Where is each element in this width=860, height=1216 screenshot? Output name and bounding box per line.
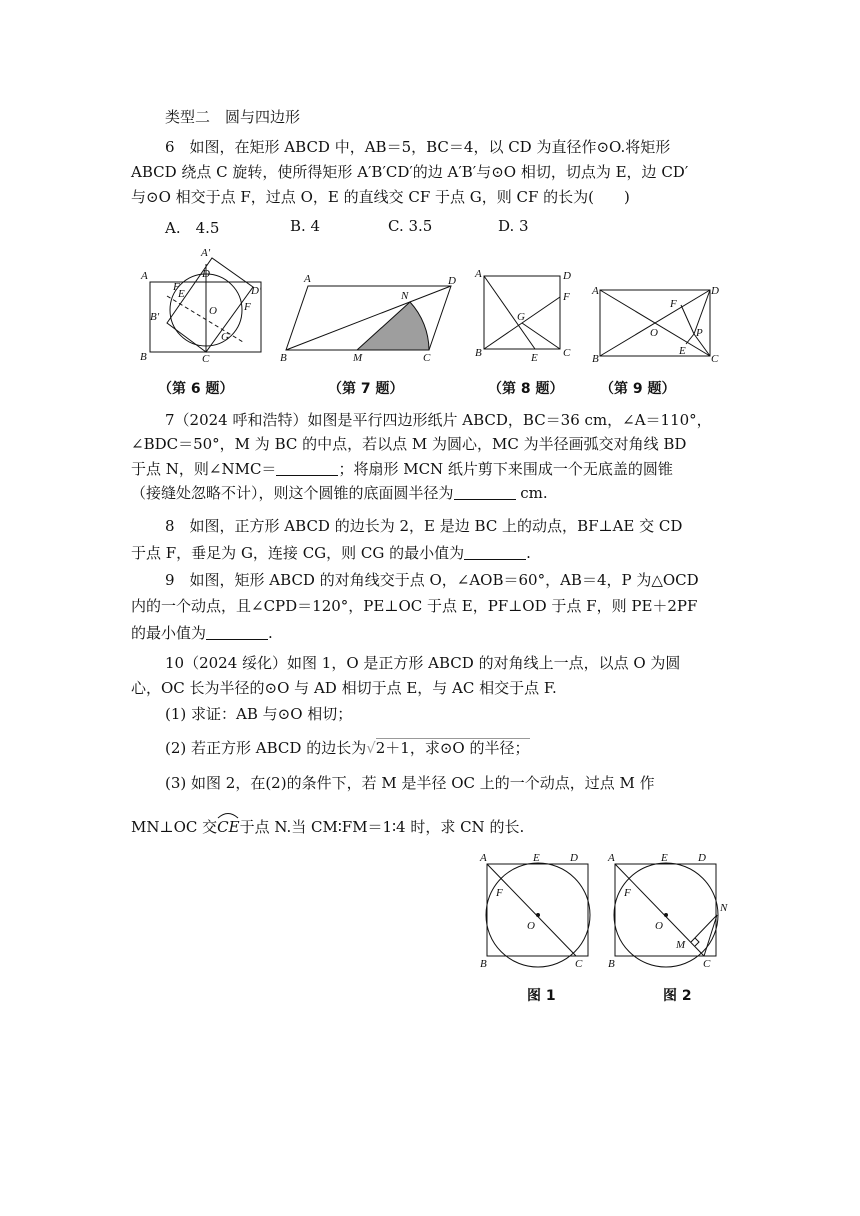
figure-10-2-diagram bbox=[606, 850, 736, 975]
q9-line-1: 9 如图，矩形 ABCD 的对角线交于点 O，∠AOB＝60°，AB＝4，P 为△OCD bbox=[165, 571, 699, 589]
fig8-label: C bbox=[563, 347, 571, 359]
fig10b-label: O bbox=[655, 920, 663, 932]
fig10b-label: D bbox=[698, 852, 706, 864]
q6-option-d: D. 3 bbox=[498, 217, 529, 235]
fig10b-label: F bbox=[624, 887, 631, 899]
fig6-label: A bbox=[141, 270, 148, 282]
q7-line-3 bbox=[131, 458, 673, 480]
fig9-label: C bbox=[711, 353, 719, 365]
fig6-label: D bbox=[202, 268, 210, 280]
fig10a-label: E bbox=[533, 852, 540, 864]
figure-7-diagram bbox=[278, 270, 468, 370]
fig6-label: F bbox=[244, 301, 251, 313]
fig10b-label: C bbox=[703, 958, 711, 970]
fig9-label: F bbox=[670, 298, 677, 310]
answer-blank bbox=[276, 461, 338, 476]
fig10b-label: N bbox=[720, 902, 728, 914]
figure-9-diagram bbox=[588, 278, 728, 368]
figure-10-caption-1: 图 1 bbox=[527, 988, 556, 1004]
q9-text: . bbox=[268, 624, 273, 642]
fig7-label: A bbox=[304, 273, 311, 285]
fig8-label: A bbox=[475, 268, 482, 280]
q9-line-2: 内的一个动点，且∠CPD＝120°，PE⊥OC 于点 E，PF⊥OD 于点 F，则 PE＋2PF bbox=[131, 597, 698, 615]
q10-part-2 bbox=[165, 737, 530, 759]
q6-line-1: 6 如图，在矩形 ABCD 中，AB＝5，BC＝4，以 CD 为直径作⊙O.将矩形 bbox=[165, 138, 671, 156]
q10-line-final bbox=[131, 816, 524, 838]
figure-6-caption: （第 6 题） bbox=[158, 381, 234, 397]
fig6-label: B bbox=[140, 351, 147, 363]
fig6-label: E bbox=[178, 288, 185, 300]
q10-line-1: 10（2024 绥化）如图 1，O 是正方形 ABCD 的对角线上一点，以点 O 为圆 bbox=[165, 654, 681, 672]
fig8-label: G bbox=[517, 311, 525, 323]
q7-line-1: 7（2024 呼和浩特）如图是平行四边形纸片 ABCD，BC＝36 cm，∠A＝110°， bbox=[165, 411, 712, 429]
figure-6-diagram bbox=[135, 240, 275, 370]
q10-text: 2＋1，求⊙O 的半径； bbox=[375, 739, 530, 757]
q7-text: cm. bbox=[515, 484, 548, 502]
figure-8-caption: （第 8 题） bbox=[488, 381, 564, 397]
fig10b-label: E bbox=[661, 852, 668, 864]
q6-option-b: B. 4 bbox=[290, 217, 321, 235]
q8-line-2 bbox=[131, 542, 531, 564]
answer-blank bbox=[454, 485, 516, 500]
fig10a-label: A bbox=[480, 852, 487, 864]
figure-8-diagram bbox=[472, 265, 582, 370]
q6-option-a: A. 4.5 bbox=[165, 219, 220, 237]
fig6-label: A′ bbox=[201, 247, 211, 259]
q8-line-1: 8 如图，正方形 ABCD 的边长为 2，E 是边 BC 上的动点，BF⊥AE 交 CD bbox=[165, 517, 683, 535]
fig10a-label: B bbox=[480, 958, 487, 970]
fig8-label: D bbox=[563, 270, 571, 282]
figure-7-caption: （第 7 题） bbox=[328, 381, 404, 397]
fig9-label: P bbox=[696, 327, 703, 339]
fig9-label: A bbox=[592, 285, 599, 297]
fig6-label: F bbox=[173, 281, 180, 293]
fig8-label: E bbox=[531, 352, 538, 364]
fig6-label: C bbox=[202, 353, 210, 365]
fig6-label: O bbox=[209, 305, 217, 317]
fig6-label: B′ bbox=[150, 311, 160, 323]
fig10b-label: B bbox=[608, 958, 615, 970]
q7-text: （接缝处忽略不计），则这个圆锥的底面圆半径为 bbox=[131, 484, 454, 502]
arc-label: CE bbox=[217, 818, 240, 836]
q6-line-3: 与⊙O 相交于点 F，过点 O，E 的直线交 CF 于点 G，则 CF 的长为( ) bbox=[131, 188, 630, 206]
fig7-label: D bbox=[448, 275, 456, 287]
center-dot bbox=[536, 913, 540, 917]
q9-line-3 bbox=[131, 622, 273, 644]
fig7-label: M bbox=[353, 352, 363, 364]
q6-line-2: ABCD 绕点 C 旋转，使所得矩形 A′B′CD′的边 A′B′与⊙O 相切，切点为 E，边 CD′ bbox=[131, 163, 689, 181]
fig9-label: B bbox=[592, 353, 599, 365]
figure-10-1-diagram bbox=[478, 850, 598, 975]
q10-text: 于点 N.当 CM∶FM＝1∶4 时，求 CN 的长. bbox=[239, 818, 525, 836]
q8-text: 于点 F，垂足为 G，连接 CG，则 CG 的最小值为 bbox=[131, 544, 465, 562]
q10-line-2: 心，OC 长为半径的⊙O 与 AD 相切于点 E，与 AC 相交于点 F. bbox=[131, 679, 557, 697]
q6-option-c: C. 3.5 bbox=[388, 217, 433, 235]
answer-blank bbox=[206, 625, 268, 640]
q7-text: ；将扇形 MCN 纸片剪下来围成一个无底盖的圆锥 bbox=[338, 460, 673, 478]
q7-line-2: ∠BDC＝50°，M 为 BC 的中点，若以点 M 为圆心，MC 为半径画弧交对角线 BD bbox=[131, 435, 687, 453]
section-title: 类型二 圆与四边形 bbox=[165, 108, 301, 126]
q8-text: . bbox=[526, 544, 531, 562]
fig9-label: D bbox=[711, 285, 719, 297]
arc-mark-icon bbox=[217, 811, 239, 819]
fig10a-label: O bbox=[527, 920, 535, 932]
answer-blank bbox=[464, 545, 526, 560]
sqrt-symbol: √ bbox=[366, 739, 376, 757]
q10-text: (2) 若正方形 ABCD 的边长为 bbox=[165, 739, 367, 757]
fig10b-label: A bbox=[608, 852, 615, 864]
fig7-label: B bbox=[280, 352, 287, 364]
q7-line-4 bbox=[131, 482, 548, 504]
q10-text: MN⊥OC 交 bbox=[131, 818, 218, 836]
fig10a-label: D bbox=[570, 852, 578, 864]
center-dot bbox=[664, 913, 668, 917]
fig6-label: G bbox=[221, 331, 229, 343]
fig10a-label: F bbox=[496, 887, 503, 899]
q9-text: 的最小值为 bbox=[131, 624, 207, 642]
fig7-label: C bbox=[423, 352, 431, 364]
fig10a-label: C bbox=[575, 958, 583, 970]
figure-9-caption: （第 9 题） bbox=[600, 381, 676, 397]
figure-10-caption-2: 图 2 bbox=[663, 988, 692, 1004]
fig6-label: D′ bbox=[251, 285, 262, 297]
fig9-label: O bbox=[650, 327, 658, 339]
fig7-label: N bbox=[401, 290, 409, 302]
fig9-label: E bbox=[679, 345, 686, 357]
fig10b-label: M bbox=[676, 939, 686, 951]
fig8-label: F bbox=[563, 291, 570, 303]
q10-part-3: (3) 如图 2，在(2)的条件下，若 M 是半径 OC 上的一个动点，过点 M 作 bbox=[165, 774, 655, 792]
fig8-label: B bbox=[475, 347, 482, 359]
q10-part-1: (1) 求证：AB 与⊙O 相切； bbox=[165, 705, 353, 723]
q7-text: 于点 N，则∠NMC＝ bbox=[131, 460, 277, 478]
arc-ce bbox=[217, 816, 239, 838]
